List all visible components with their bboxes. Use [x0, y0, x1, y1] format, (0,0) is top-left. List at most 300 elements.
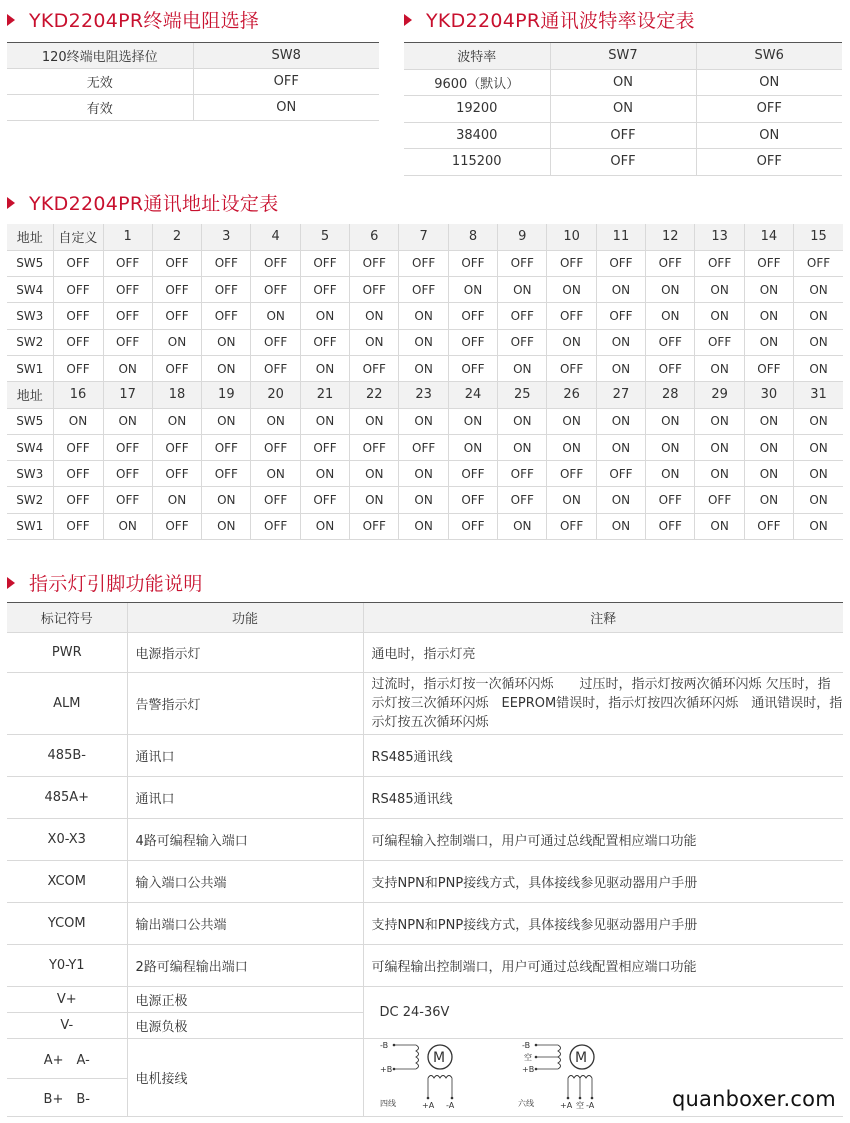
func-cell: 2路可编程输出端口	[127, 945, 363, 987]
switch-state-cell: ON	[202, 355, 251, 381]
switch-state-cell: OFF	[350, 250, 399, 276]
header-cell: 8	[448, 224, 497, 250]
header-cell: 14	[744, 224, 793, 250]
switch-state-cell: OFF	[695, 487, 744, 513]
section-title-termination	[7, 6, 259, 33]
switch-state-cell: OFF	[498, 250, 547, 276]
switch-state-cell: OFF	[547, 303, 596, 329]
label-aplus: +A	[559, 1100, 572, 1110]
address-header-row	[7, 382, 843, 408]
header-cell: 波特率	[404, 43, 550, 70]
switch-state-cell: OFF	[350, 434, 399, 460]
switch-state-cell: OFF	[744, 513, 793, 539]
mark-cell: PWR	[7, 633, 127, 673]
switch-state-cell: ON	[498, 277, 547, 303]
cell: 38400	[404, 122, 550, 149]
switch-label-cell: SW5	[7, 408, 53, 434]
switch-state-cell: OFF	[448, 355, 497, 381]
switch-state-cell: OFF	[202, 303, 251, 329]
switch-state-cell: ON	[547, 434, 596, 460]
switch-state-cell: OFF	[448, 303, 497, 329]
title-text: YKD2204PR终端电阻选择	[29, 10, 260, 32]
arrow-icon	[7, 197, 15, 209]
switch-state-cell: OFF	[646, 355, 695, 381]
table-row	[404, 122, 842, 149]
note-cell: 支持NPN和PNP接线方式，具体接线参见驱动器用户手册	[363, 903, 843, 945]
switch-state-cell: OFF	[300, 277, 349, 303]
switch-state-cell: OFF	[448, 461, 497, 487]
label-bplus: +B	[521, 1064, 534, 1074]
switch-state-cell: OFF	[399, 277, 448, 303]
switch-state-cell: OFF	[596, 250, 645, 276]
switch-state-cell: ON	[646, 434, 695, 460]
switch-state-cell: ON	[744, 461, 793, 487]
switch-state-cell: ON	[498, 513, 547, 539]
switch-state-cell: ON	[596, 487, 645, 513]
mark-cell: X0-X3	[7, 819, 127, 861]
switch-state-cell: ON	[695, 408, 744, 434]
address-header-row	[7, 224, 843, 250]
header-cell: 3	[202, 224, 251, 250]
header-cell: 30	[744, 382, 793, 408]
mark-cell: A+ A-	[7, 1039, 127, 1079]
baudrate-table	[404, 42, 842, 176]
switch-state-cell: OFF	[53, 434, 103, 460]
header-cell: 15	[794, 224, 843, 250]
switch-state-cell: OFF	[448, 513, 497, 539]
header-cell: 29	[695, 382, 744, 408]
header-cell: 地址	[7, 382, 53, 408]
switch-state-cell: ON	[350, 408, 399, 434]
switch-state-cell: OFF	[53, 277, 103, 303]
switch-state-cell: ON	[547, 487, 596, 513]
label-aminus: -A	[585, 1100, 594, 1110]
mark-cell: V-	[7, 1013, 127, 1039]
label-bplus: +B	[379, 1064, 392, 1074]
switch-state-cell: ON	[251, 461, 300, 487]
note-cell: RS485通讯线	[363, 777, 843, 819]
switch-label-cell: SW1	[7, 513, 53, 539]
switch-state-cell: ON	[547, 277, 596, 303]
note-cell: 过流时，指示灯按一次循环闪烁 过压时，指示灯按两次循环闪烁 欠压时，指示灯按三次循环闪烁 EEPROM错误时，指示灯按四次循环闪烁 通讯错误时，指示灯按五次循环闪烁	[363, 673, 843, 735]
switch-state-cell: OFF	[695, 250, 744, 276]
switch-state-cell: ON	[300, 513, 349, 539]
switch-state-cell: ON	[399, 329, 448, 355]
table-row	[7, 903, 843, 945]
switch-state-cell: OFF	[103, 461, 152, 487]
switch-state-cell: ON	[794, 487, 843, 513]
switch-state-cell: OFF	[103, 434, 152, 460]
termination-table	[7, 42, 379, 121]
func-cell: 通讯口	[127, 735, 363, 777]
switch-state-cell: ON	[547, 408, 596, 434]
switch-state-cell: ON	[744, 408, 793, 434]
switch-state-cell: OFF	[251, 250, 300, 276]
switch-state-cell: ON	[695, 303, 744, 329]
header-cell: 22	[350, 382, 399, 408]
switch-state-cell: ON	[202, 513, 251, 539]
header-cell: 19	[202, 382, 251, 408]
cell: ON	[193, 95, 379, 121]
mark-cell: Y0-Y1	[7, 945, 127, 987]
switch-state-cell: ON	[300, 461, 349, 487]
cell: ON	[550, 96, 696, 123]
header-cell: 16	[53, 382, 103, 408]
header-cell: 24	[448, 382, 497, 408]
switch-state-cell: ON	[695, 434, 744, 460]
switch-state-cell: ON	[350, 303, 399, 329]
switch-state-cell: ON	[448, 408, 497, 434]
switch-state-cell: OFF	[53, 303, 103, 329]
switch-state-cell: OFF	[744, 250, 793, 276]
switch-state-cell: OFF	[399, 250, 448, 276]
section-title-baudrate	[404, 6, 695, 33]
table-row	[7, 633, 843, 673]
switch-label-cell: SW2	[7, 329, 53, 355]
switch-state-cell: OFF	[152, 434, 201, 460]
table-row	[7, 819, 843, 861]
section-title-pins	[7, 569, 203, 596]
func-cell: 电源正极	[127, 987, 363, 1013]
note-cell: 支持NPN和PNP接线方式，具体接线参见驱动器用户手册	[363, 861, 843, 903]
func-cell: 电机接线	[127, 1039, 363, 1117]
switch-state-cell: OFF	[152, 250, 201, 276]
mark-cell: YCOM	[7, 903, 127, 945]
cell: OFF	[550, 122, 696, 149]
switch-state-cell: OFF	[646, 487, 695, 513]
note-cell: 可编程输入控制端口，用户可通过总线配置相应端口功能	[363, 819, 843, 861]
switch-label-cell: SW1	[7, 355, 53, 381]
switch-state-cell: ON	[596, 408, 645, 434]
six-wire-diagram	[518, 1040, 628, 1116]
switch-state-cell: OFF	[202, 461, 251, 487]
note-cell: RS485通讯线	[363, 735, 843, 777]
switch-state-cell: ON	[103, 513, 152, 539]
switch-state-cell: ON	[448, 434, 497, 460]
switch-state-cell: OFF	[202, 277, 251, 303]
switch-state-cell: OFF	[596, 303, 645, 329]
switch-state-cell: OFF	[350, 355, 399, 381]
switch-state-cell: OFF	[251, 329, 300, 355]
switch-state-cell: ON	[794, 329, 843, 355]
switch-state-cell: ON	[399, 487, 448, 513]
note-cell: 通电时，指示灯亮	[363, 633, 843, 673]
func-cell: 输入端口公共端	[127, 861, 363, 903]
cell: 19200	[404, 96, 550, 123]
switch-state-cell: ON	[399, 408, 448, 434]
motor-m-label: M	[432, 1049, 445, 1066]
switch-state-cell: ON	[53, 408, 103, 434]
title-text: YKD2204PR通讯波特率设定表	[426, 10, 695, 32]
header-cell: 25	[498, 382, 547, 408]
table-row	[7, 461, 843, 487]
switch-state-cell: ON	[350, 461, 399, 487]
switch-label-cell: SW5	[7, 250, 53, 276]
switch-state-cell: OFF	[152, 513, 201, 539]
switch-state-cell: ON	[498, 355, 547, 381]
switch-state-cell: ON	[596, 434, 645, 460]
switch-state-cell: ON	[794, 434, 843, 460]
switch-state-cell: ON	[399, 461, 448, 487]
switch-state-cell: ON	[399, 513, 448, 539]
switch-state-cell: OFF	[448, 487, 497, 513]
table-row	[7, 408, 843, 434]
switch-state-cell: OFF	[498, 487, 547, 513]
arrow-icon	[7, 577, 15, 589]
mark-cell: B+ B-	[7, 1079, 127, 1117]
header-cell: 标记符号	[7, 603, 127, 633]
mark-cell: ALM	[7, 673, 127, 735]
table-row	[7, 673, 843, 735]
switch-state-cell: ON	[103, 408, 152, 434]
switch-state-cell: OFF	[103, 250, 152, 276]
switch-state-cell: ON	[251, 408, 300, 434]
switch-state-cell: OFF	[350, 513, 399, 539]
motor-m-label: M	[574, 1049, 587, 1066]
header-cell: 2	[152, 224, 201, 250]
switch-state-cell: ON	[202, 408, 251, 434]
switch-state-cell: OFF	[350, 277, 399, 303]
switch-state-cell: ON	[794, 408, 843, 434]
cell: 无效	[7, 69, 193, 95]
table-row	[7, 513, 843, 539]
header-cell: SW6	[696, 43, 842, 70]
func-cell: 电源指示灯	[127, 633, 363, 673]
switch-state-cell: ON	[744, 434, 793, 460]
switch-state-cell: ON	[744, 303, 793, 329]
table-row	[7, 777, 843, 819]
table-row	[7, 250, 843, 276]
mark-cell: V+	[7, 987, 127, 1013]
func-cell: 通讯口	[127, 777, 363, 819]
switch-state-cell: OFF	[547, 461, 596, 487]
switch-state-cell: OFF	[202, 434, 251, 460]
address-table	[7, 224, 843, 540]
func-cell: 4路可编程输入端口	[127, 819, 363, 861]
cell: OFF	[696, 149, 842, 176]
switch-state-cell: OFF	[53, 355, 103, 381]
switch-state-cell: ON	[202, 329, 251, 355]
switch-state-cell: OFF	[498, 461, 547, 487]
switch-state-cell: OFF	[152, 277, 201, 303]
power-note: DC 24-36V	[379, 1005, 450, 1020]
header-cell: 11	[596, 224, 645, 250]
switch-state-cell: ON	[152, 329, 201, 355]
cell: ON	[550, 69, 696, 96]
switch-state-cell: OFF	[103, 329, 152, 355]
header-cell: SW7	[550, 43, 696, 70]
switch-state-cell: ON	[596, 277, 645, 303]
table-row	[7, 69, 379, 95]
switch-state-cell: ON	[596, 329, 645, 355]
header-cell: 28	[646, 382, 695, 408]
switch-state-cell: ON	[152, 487, 201, 513]
switch-state-cell: OFF	[251, 513, 300, 539]
switch-state-cell: ON	[596, 513, 645, 539]
label-aminus: -A	[445, 1100, 454, 1110]
header-cell: 27	[596, 382, 645, 408]
switch-state-cell: OFF	[300, 487, 349, 513]
switch-state-cell: OFF	[399, 434, 448, 460]
header-cell: 9	[498, 224, 547, 250]
label-bempty: 空	[523, 1052, 532, 1062]
switch-state-cell: OFF	[695, 329, 744, 355]
cell: ON	[696, 69, 842, 96]
switch-label-cell: SW4	[7, 434, 53, 460]
switch-state-cell: ON	[399, 355, 448, 381]
func-cell: 电源负极	[127, 1013, 363, 1039]
switch-state-cell: OFF	[547, 513, 596, 539]
func-cell: 告警指示灯	[127, 673, 363, 735]
switch-state-cell: ON	[695, 277, 744, 303]
switch-state-cell: OFF	[251, 355, 300, 381]
watermark-text: quanboxer.com	[672, 1087, 836, 1111]
cell: OFF	[696, 96, 842, 123]
switch-state-cell: ON	[695, 355, 744, 381]
func-cell: 输出端口公共端	[127, 903, 363, 945]
mark-cell: XCOM	[7, 861, 127, 903]
switch-state-cell: OFF	[53, 250, 103, 276]
switch-state-cell: ON	[695, 513, 744, 539]
switch-state-cell: ON	[794, 303, 843, 329]
switch-state-cell: ON	[646, 303, 695, 329]
header-cell: 13	[695, 224, 744, 250]
switch-state-cell: OFF	[547, 355, 596, 381]
switch-state-cell: ON	[794, 513, 843, 539]
switch-state-cell: ON	[300, 408, 349, 434]
table-row	[7, 861, 843, 903]
table-row	[7, 1039, 843, 1079]
table-row	[404, 69, 842, 96]
switch-state-cell: OFF	[547, 250, 596, 276]
header-cell: 6	[350, 224, 399, 250]
cell: 有效	[7, 95, 193, 121]
switch-state-cell: OFF	[53, 461, 103, 487]
section-title-address	[7, 189, 279, 216]
label-bminus: -B	[379, 1040, 388, 1050]
header-cell: 18	[152, 382, 201, 408]
switch-state-cell: OFF	[498, 329, 547, 355]
switch-state-cell: OFF	[646, 513, 695, 539]
header-cell: 12	[646, 224, 695, 250]
four-wire-diagram	[378, 1040, 488, 1116]
header-cell: 10	[547, 224, 596, 250]
switch-state-cell: OFF	[448, 329, 497, 355]
switch-state-cell: ON	[547, 329, 596, 355]
switch-label-cell: SW4	[7, 277, 53, 303]
cell: 9600（默认）	[404, 69, 550, 96]
switch-state-cell: OFF	[300, 329, 349, 355]
title-text: YKD2204PR通讯地址设定表	[29, 193, 279, 215]
switch-state-cell: OFF	[300, 250, 349, 276]
switch-state-cell: ON	[794, 355, 843, 381]
switch-state-cell: OFF	[202, 250, 251, 276]
cell: OFF	[550, 149, 696, 176]
label-six-wire: 六线	[517, 1098, 534, 1108]
switch-state-cell: OFF	[448, 250, 497, 276]
switch-state-cell: ON	[498, 408, 547, 434]
header-cell: 26	[547, 382, 596, 408]
table-row	[7, 487, 843, 513]
switch-state-cell: OFF	[251, 487, 300, 513]
label-aempty: 空	[575, 1100, 584, 1110]
switch-state-cell: ON	[103, 355, 152, 381]
table-row	[404, 149, 842, 176]
switch-state-cell: OFF	[596, 461, 645, 487]
arrow-icon	[404, 14, 412, 26]
switch-state-cell: OFF	[103, 277, 152, 303]
table-row	[7, 355, 843, 381]
switch-state-cell: ON	[448, 277, 497, 303]
cell: OFF	[193, 69, 379, 95]
switch-label-cell: SW2	[7, 487, 53, 513]
switch-state-cell: ON	[744, 329, 793, 355]
header-cell: 5	[300, 224, 349, 250]
table-row	[7, 987, 843, 1013]
switch-state-cell: ON	[646, 408, 695, 434]
switch-state-cell: OFF	[794, 250, 843, 276]
cell: 115200	[404, 149, 550, 176]
switch-state-cell: ON	[744, 277, 793, 303]
power-note-cell	[363, 987, 843, 1039]
header-cell: 23	[399, 382, 448, 408]
switch-state-cell: ON	[596, 355, 645, 381]
title-text: 指示灯引脚功能说明	[29, 573, 203, 595]
switch-state-cell: OFF	[498, 303, 547, 329]
switch-state-cell: OFF	[152, 303, 201, 329]
header-cell: 20	[251, 382, 300, 408]
switch-state-cell: ON	[794, 461, 843, 487]
switch-state-cell: ON	[350, 329, 399, 355]
label-aplus: +A	[421, 1100, 434, 1110]
switch-state-cell: OFF	[53, 487, 103, 513]
switch-state-cell: ON	[350, 487, 399, 513]
header-cell: 1	[103, 224, 152, 250]
header-cell: 自定义	[53, 224, 103, 250]
switch-label-cell: SW3	[7, 461, 53, 487]
switch-state-cell: ON	[498, 434, 547, 460]
switch-state-cell: ON	[251, 303, 300, 329]
switch-state-cell: ON	[695, 461, 744, 487]
switch-state-cell: OFF	[53, 329, 103, 355]
label-four-wire: 四线	[379, 1098, 396, 1108]
switch-state-cell: OFF	[152, 461, 201, 487]
table-row	[7, 329, 843, 355]
switch-state-cell: ON	[300, 355, 349, 381]
table-row	[7, 95, 379, 121]
header-cell: 120终端电阻选择位	[7, 43, 193, 69]
table-row	[7, 434, 843, 460]
cell: ON	[696, 122, 842, 149]
header-cell: SW8	[193, 43, 379, 69]
switch-state-cell: OFF	[103, 487, 152, 513]
pin-table	[7, 602, 843, 1117]
header-cell: 功能	[127, 603, 363, 633]
header-cell: 21	[300, 382, 349, 408]
switch-state-cell: OFF	[251, 277, 300, 303]
table-row	[7, 303, 843, 329]
switch-state-cell: ON	[744, 487, 793, 513]
header-cell: 注释	[363, 603, 843, 633]
header-cell: 7	[399, 224, 448, 250]
switch-state-cell: OFF	[103, 303, 152, 329]
switch-state-cell: ON	[152, 408, 201, 434]
header-cell: 4	[251, 224, 300, 250]
header-cell: 17	[103, 382, 152, 408]
table-row	[404, 96, 842, 123]
table-row	[7, 735, 843, 777]
switch-state-cell: OFF	[152, 355, 201, 381]
